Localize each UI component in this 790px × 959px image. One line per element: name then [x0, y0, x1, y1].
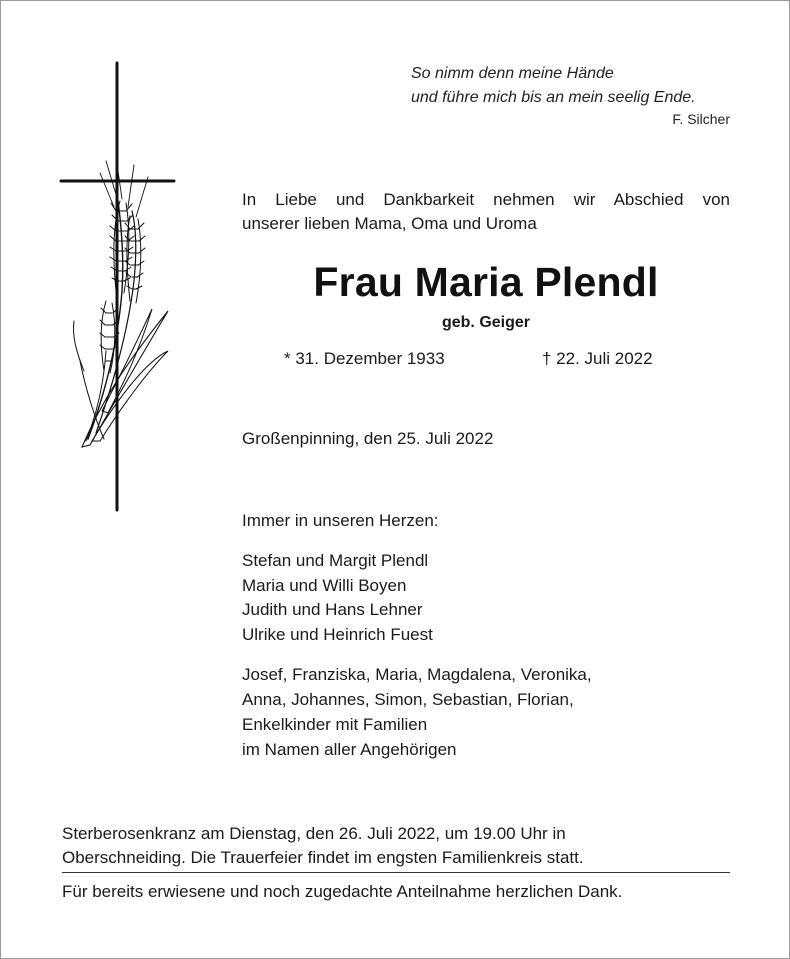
quote-line: So nimm denn meine Hände — [411, 65, 614, 82]
rosary-line: Sterberosenkranz am Dienstag, den 26. Juli 2022, um 19.00 Uhr in — [62, 824, 566, 843]
rosary-notice — [62, 822, 730, 870]
birth-date: * 31. Dezember 1933 — [284, 349, 445, 368]
death-date: † 22. Juli 2022 — [542, 349, 653, 368]
grandchildren-line: Enkelkinder mit Familien — [242, 715, 428, 734]
deceased-name: Frau Maria Plendl — [313, 259, 659, 305]
family-list — [242, 549, 433, 647]
maiden-name: geb. Geiger — [441, 314, 531, 331]
family-member: Maria und Willi Boyen — [242, 575, 407, 595]
grandchildren-list — [242, 662, 592, 762]
divider — [62, 872, 730, 873]
family-member: Stefan und Margit Plendl — [242, 551, 429, 570]
grandchildren-line: Josef, Franziska, Maria, Magdalena, Veronika, — [242, 665, 592, 684]
grandchildren-line: im Namen aller Angehörigen — [242, 740, 457, 759]
rosary-line: Oberschneiding. Die Trauerfeier findet im engsten Familienkreis statt. — [62, 848, 584, 867]
place-date: Großenpinning, den 25. Juli 2022 — [242, 429, 494, 448]
hearts-line: Immer in unseren Herzen: — [242, 511, 439, 530]
quote — [411, 62, 741, 110]
cross-with-wheat-icon — [56, 61, 196, 513]
intro-line: In Liebe und Dankbarkeit nehmen wir Abschied von — [242, 190, 730, 209]
family-member: Judith und Hans Lehner — [242, 600, 423, 619]
intro-text — [242, 188, 730, 236]
family-member: Ulrike und Heinrich Fuest — [242, 624, 433, 644]
grandchildren-line: Anna, Johannes, Simon, Sebastian, Florian, — [242, 690, 574, 709]
thanks-note: Für bereits erwiesene und noch zugedachte Anteilnahme herzlichen Dank. — [62, 882, 623, 901]
quote-line: und führe mich bis an mein seelig Ende. — [411, 89, 696, 106]
intro-line: unserer lieben Mama, Oma und Uroma — [242, 214, 537, 233]
quote-author: F. Silcher — [672, 111, 730, 127]
